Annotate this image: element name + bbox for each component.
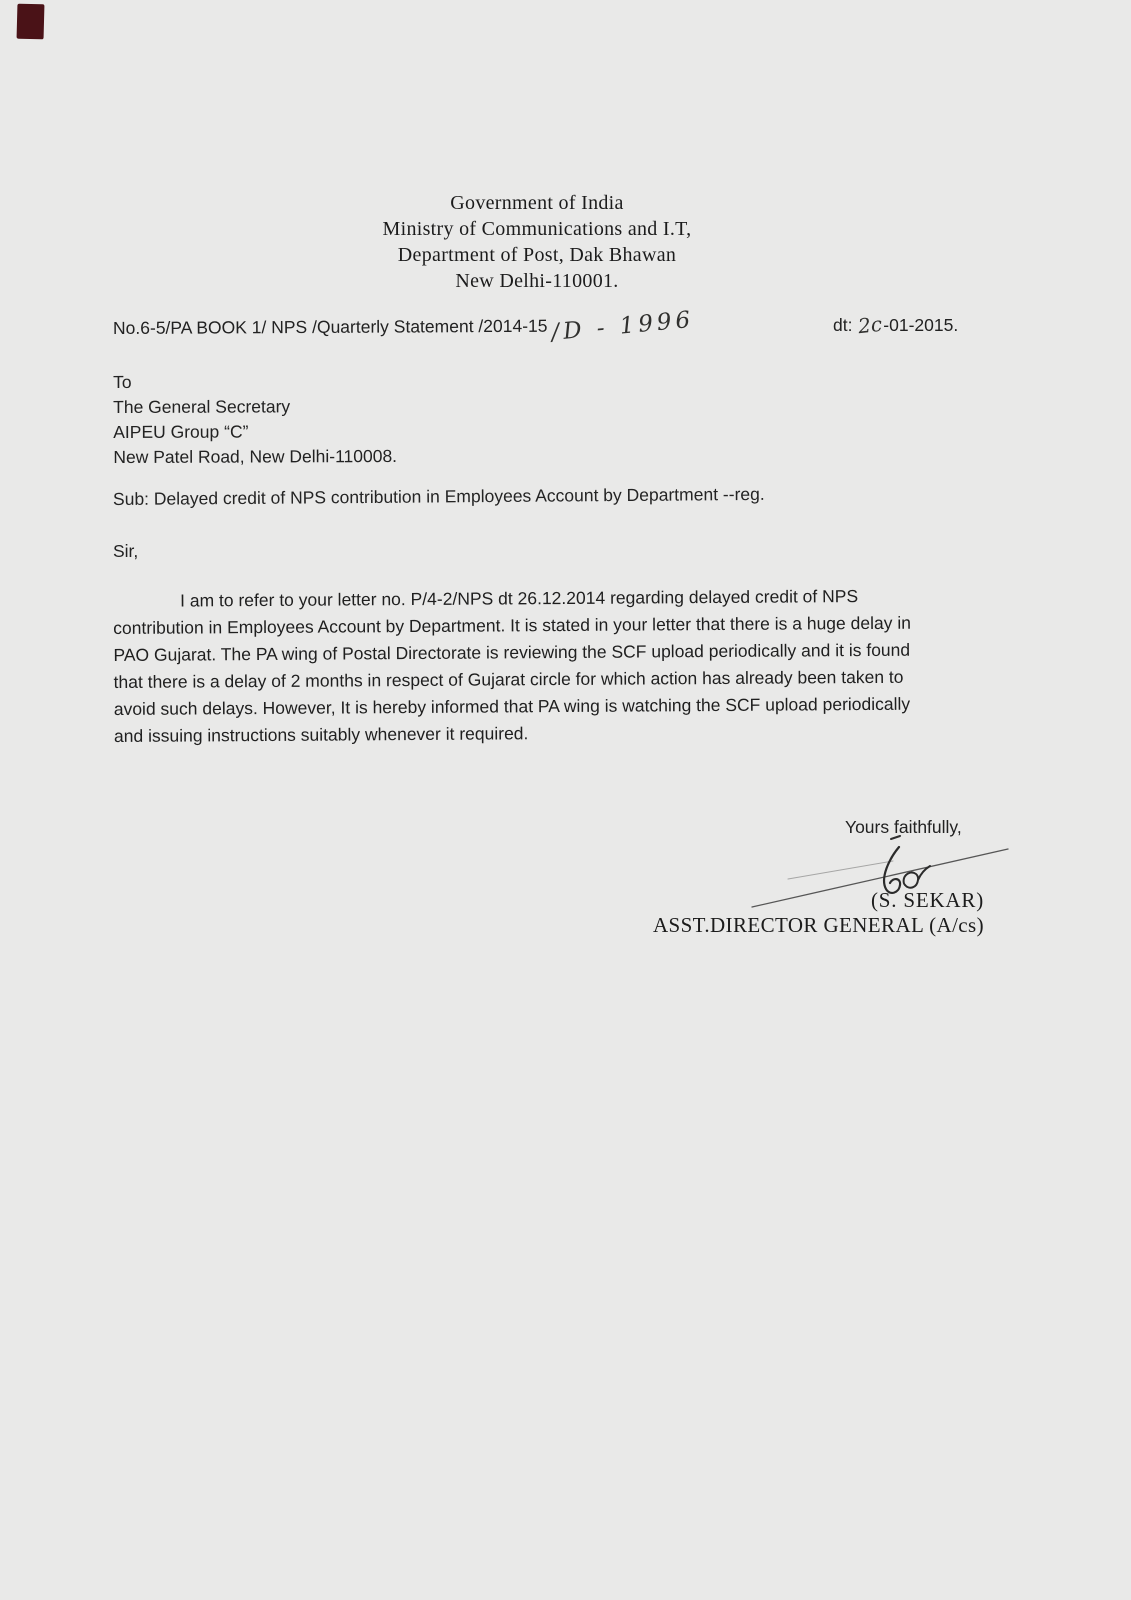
signatory-designation: ASST.DIRECTOR GENERAL (A/cs) [652, 913, 984, 937]
date-day-handwritten: 2c [857, 311, 884, 339]
letterhead-line-org: Government of India [450, 192, 624, 214]
letter-date [833, 311, 959, 339]
body-line: contribution in Employees Account by Department. It is stated in your letter that there is a huge delay in [113, 612, 911, 638]
letterhead-line-city: New Delhi-110001. [455, 270, 619, 292]
reference-number-handwritten: /D - 1996 [550, 306, 696, 346]
valediction: Yours faithfully, [845, 817, 962, 837]
scan-artifact-corner-mark [17, 4, 45, 40]
recipient-address [113, 369, 397, 470]
address-line-street: New Patel Road, New Delhi-110008. [113, 446, 398, 467]
address-line-to: To [113, 371, 132, 392]
body-paragraph [113, 582, 1014, 750]
reference-number [112, 306, 696, 346]
body-line: that there is a delay of 2 months in respect of Gujarat circle for which action has already been taken to [113, 666, 904, 692]
body-line: and issuing instructions suitably whenever it required. [113, 723, 529, 746]
letterhead-line-ministry: Ministry of Communications and I.T, [382, 218, 692, 240]
subject-line: Sub: Delayed credit of NPS contribution in Employees Account by Department --reg. [112, 483, 765, 509]
body-line: avoid such delays. However, It is hereby informed that PA wing is watching the SCF upload periodically [113, 693, 911, 719]
address-line-designation: The General Secretary [113, 396, 291, 417]
body-line: I am to refer to your letter no. P/4-2/NPS dt 26.12.2014 regarding delayed credit of NPS [180, 586, 859, 611]
letterhead [287, 190, 787, 294]
reference-number-typed: No.6-5/PA BOOK 1/ NPS /Quarterly Statement /2014-15 [112, 315, 548, 338]
address-line-union: AIPEU Group “C” [113, 421, 249, 442]
body-line: PAO Gujarat. The PA wing of Postal Directorate is reviewing the SCF upload periodically and it is found [113, 639, 911, 665]
signature-block [600, 888, 984, 938]
letterhead-line-department: Department of Post, Dak Bhawan [397, 244, 677, 266]
date-typed: -01-2015. [883, 315, 959, 335]
date-label: dt: [833, 315, 853, 335]
salutation: Sir, [113, 541, 139, 561]
signatory-name: (S. SEKAR) [870, 888, 984, 912]
